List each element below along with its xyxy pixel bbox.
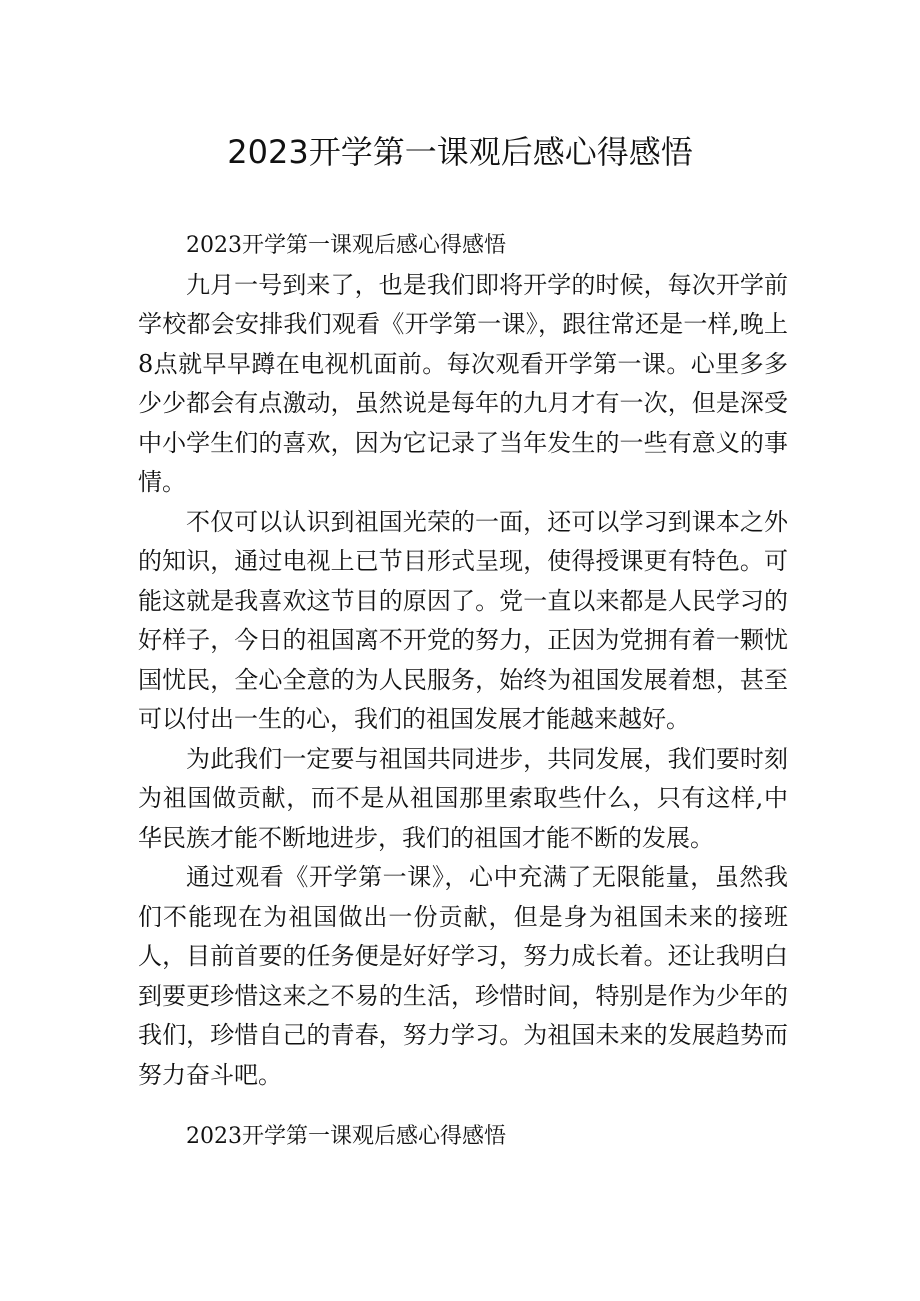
section-spacer bbox=[138, 1095, 788, 1117]
paragraph-2: 不仅可以认识到祖国光荣的一面，还可以学习到课本之外的知识，通过电视上已节目形式呈现，使得授课更有特色。可能这就是我喜欢这节目的原因了。党一直以来都是人民学习的好样子，今日的祖国离不开党的努力，正因为党拥有着一颗忧国忧民，全心全意的为人民服务，始终为祖国发展着想，甚至可以付出一生的心，我们的祖国发展才能越来越好。 bbox=[138, 507, 788, 733]
paragraph-1: 九月一号到来了，也是我们即将开学的时候，每次开学前学校都会安排我们观看《开学第一课》，跟往常还是一样,晚上8点就早早蹲在电视机面前。每次观看开学第一课。心里多多少少都会有点激动，虽然说是每年的九月才有一次，但是深受中小学生们的喜欢，因为它记录了当年发生的一些有意义的事情。 bbox=[138, 270, 788, 496]
document-body bbox=[138, 226, 788, 1157]
document-title: 2023开学第一课观后感心得感悟 bbox=[227, 133, 693, 171]
paragraph-4: 通过观看《开学第一课》，心中充满了无限能量，虽然我们不能现在为祖国做出一份贡献，但是身为祖国未来的接班人，目前首要的任务便是好好学习，努力成长着。还让我明白到要更珍惜这来之不易的生活，珍惜时间，特别是作为少年的我们，珍惜自己的青春，努力学习。为祖国未来的发展趋势而努力奋斗吧。 bbox=[138, 863, 788, 1089]
section-heading-2: 2023开学第一课观后感心得感悟 bbox=[186, 1124, 506, 1149]
paragraph-3: 为此我们一定要与祖国共同进步，共同发展，我们要时刻为祖国做贡献，而不是从祖国那里索取些什么，只有这样,中华民族才能不断地进步，我们的祖国才能不断的发展。 bbox=[138, 744, 788, 852]
section-heading-1: 2023开学第一课观后感心得感悟 bbox=[186, 233, 506, 258]
